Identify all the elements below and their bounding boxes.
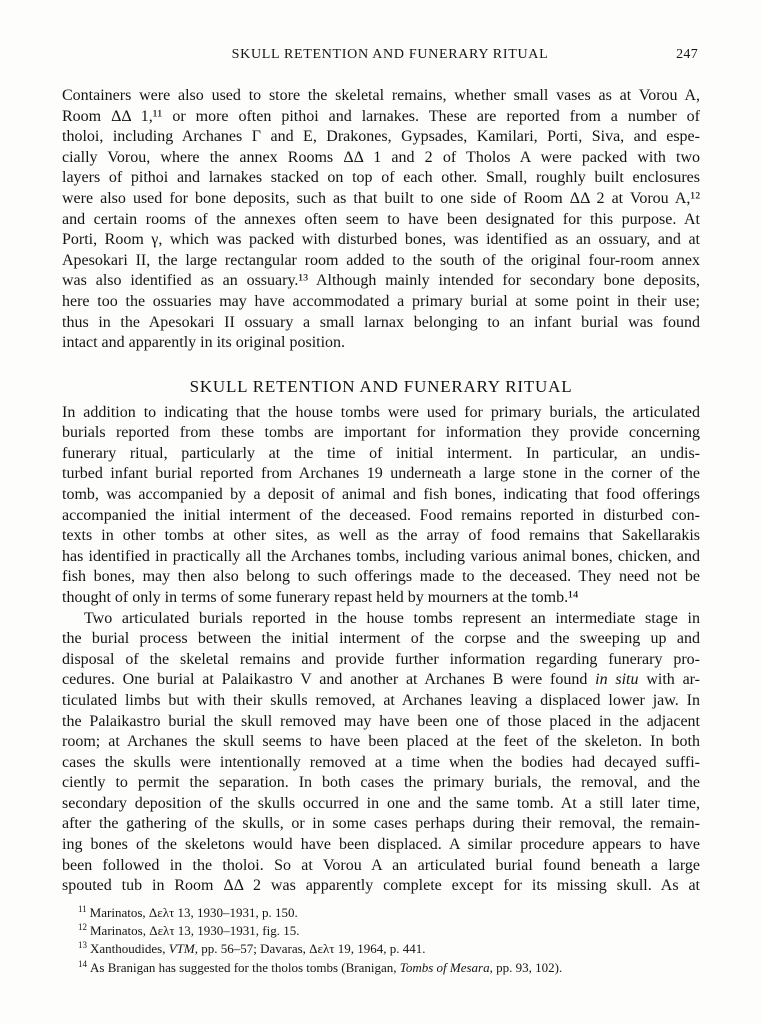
section <box>62 377 700 897</box>
footnote-text: As Branigan has suggested for the tholos tombs (Branigan, <box>90 959 400 975</box>
body-line: ciently to permit the separation. In both cases the primary burials, the removal, and the <box>62 774 700 792</box>
italic-title: VTM <box>168 941 195 957</box>
section-paragraph <box>62 609 700 897</box>
footnote <box>62 940 700 958</box>
body-line: ing bones of the skeletons would have been displaced. A similar procedure appears to have <box>62 836 700 854</box>
body-line: disposal of the skeletal remains and provide further information regarding funerary pro- <box>62 650 700 668</box>
body-line: here too the ossuaries may have accommodated a primary burial at some point in their use; <box>62 292 700 310</box>
line-text: cedures. One burial at Palaikastro V and another at Archanes B were found <box>62 671 596 689</box>
running-head <box>62 44 700 66</box>
footnote-text: Marinatos, Δελτ 13, 1930–1931, p. 150. <box>89 904 298 920</box>
italic-term: in situ <box>595 671 639 689</box>
footnotes <box>62 904 700 977</box>
body-line: was also identified as an ossuary.¹³ Although mainly intended for secondary bone deposits, <box>62 272 700 290</box>
body-line: burials reported from these tombs are important for information they provide concerning <box>62 424 700 442</box>
section-heading: SKULL RETENTION AND FUNERARY RITUAL <box>189 376 573 396</box>
footnote-mark: 14 <box>78 958 87 969</box>
body-line <box>62 670 700 691</box>
body-line: cially Vorou, where the annex Rooms ΔΔ 1 and 2 of Tholos A were packed with two <box>62 148 700 166</box>
body-line: cases the skulls were intentionally removed at a time when the bodies had decayed suffi- <box>62 753 700 771</box>
intro-paragraph <box>62 86 700 354</box>
body-line: has identified in practically all the Archanes tombs, including various animal bones, chicken, and <box>62 547 700 565</box>
body-line: Two articulated burials reported in the house tombs represent an intermediate stage in <box>84 609 700 627</box>
body-line: thought of only in terms of some funerary repast held by mourners at the tomb.¹⁴ <box>62 588 579 606</box>
body-line: Room ΔΔ 1,¹¹ or more often pithoi and larnakes. These are reported from a number of <box>62 107 700 125</box>
footnote-mark: 11 <box>78 903 87 914</box>
body-line: tomb, was accompanied by a deposit of animal and fish bones, indicating that food offerings <box>62 485 700 503</box>
body-line: spouted tub in Room ΔΔ 2 was apparently complete except for its missing skull. As at <box>62 877 700 895</box>
body-line: tholoi, including Archanes Γ and E, Drakones, Gypsades, Kamilari, Porti, Siva, and espe- <box>62 128 700 146</box>
body-line: Containers were also used to store the skeletal remains, whether small vases as at Vorou A, <box>62 87 700 104</box>
body-line: accompanied the initial interment of the deceased. Food remains reported in disturbed con- <box>62 506 700 524</box>
body-line: Porti, Room γ, which was packed with disturbed bones, was identified as an ossuary, and at <box>62 231 700 249</box>
body-line: turbed infant burial reported from Archanes 19 underneath a large stone in the corner of the <box>62 465 700 483</box>
body-line: the Palaikastro burial the skull removed may have been one of those placed in the adjacent <box>62 712 700 730</box>
footnote <box>62 959 700 977</box>
body-line: Apesokari II, the large rectangular room added to the south of the original four-room annex <box>62 251 700 269</box>
body-line: thus in the Apesokari II ossuary a small larnax belonging to an infant burial was found <box>62 313 700 331</box>
body-line: ticulated limbs but with their skulls removed, at Archanes leaving a displaced lower jaw. In <box>62 691 700 709</box>
body-line: In addition to indicating that the house tombs were used for primary burials, the articulated <box>62 403 700 421</box>
body-line: been followed in the tholoi. So at Vorou A an articulated burial found beneath a large <box>62 856 700 874</box>
body-line: the burial process between the initial interment of the corpse and the sweeping up and <box>62 630 700 648</box>
footnote-mark: 13 <box>78 940 87 951</box>
body-line: room; at Archanes the skull seems to have been placed at the feet of the skeleton. In both <box>62 733 700 751</box>
section-paragraph <box>62 403 700 609</box>
italic-title: Tombs of Mesara <box>399 959 490 975</box>
body-line: and certain rooms of the annexes often seem to have been designated for this purpose. At <box>62 210 700 228</box>
footnote <box>62 922 700 940</box>
body-line: layers of pithoi and larnakes stacked on top of each other. Small, roughly built enclosures <box>62 169 700 187</box>
body-line: after the gathering of the skulls, or in some cases perhaps during their removal, the remain- <box>62 815 700 833</box>
main-text <box>62 86 700 977</box>
footnote-text: , pp. 56–57; Davaras, Δελτ 19, 1964, p. 441. <box>194 941 426 957</box>
footnote-text: Xanthoudides, <box>90 941 169 957</box>
line-text: with ar- <box>638 671 701 689</box>
body-line: texts in other tombs at other sites, as well as the array of food remains that Sakellarakis <box>62 527 700 545</box>
running-head-title: SKULL RETENTION AND FUNERARY RITUAL <box>231 47 549 62</box>
footnote <box>62 904 700 922</box>
footnote-text: Marinatos, Δελτ 13, 1930–1931, fig. 15. <box>90 923 300 939</box>
footnote-mark: 12 <box>78 922 87 933</box>
body-line: intact and apparently in its original position. <box>62 334 346 352</box>
body-line: fish bones, may then also belong to such offerings made to the deceased. They need not be <box>62 568 700 586</box>
footnote-text: , pp. 93, 102). <box>489 959 563 975</box>
body-line: funerary ritual, particularly at the time of initial interment. In particular, an undis- <box>62 444 700 462</box>
body-line: secondary deposition of the skulls occurred in one and the same tomb. At a still later time, <box>62 794 700 812</box>
page-number: 247 <box>676 47 698 62</box>
body-line: were also used for bone deposits, such as that built to one side of Room ΔΔ 2 at Vorou A,¹² <box>62 189 700 207</box>
